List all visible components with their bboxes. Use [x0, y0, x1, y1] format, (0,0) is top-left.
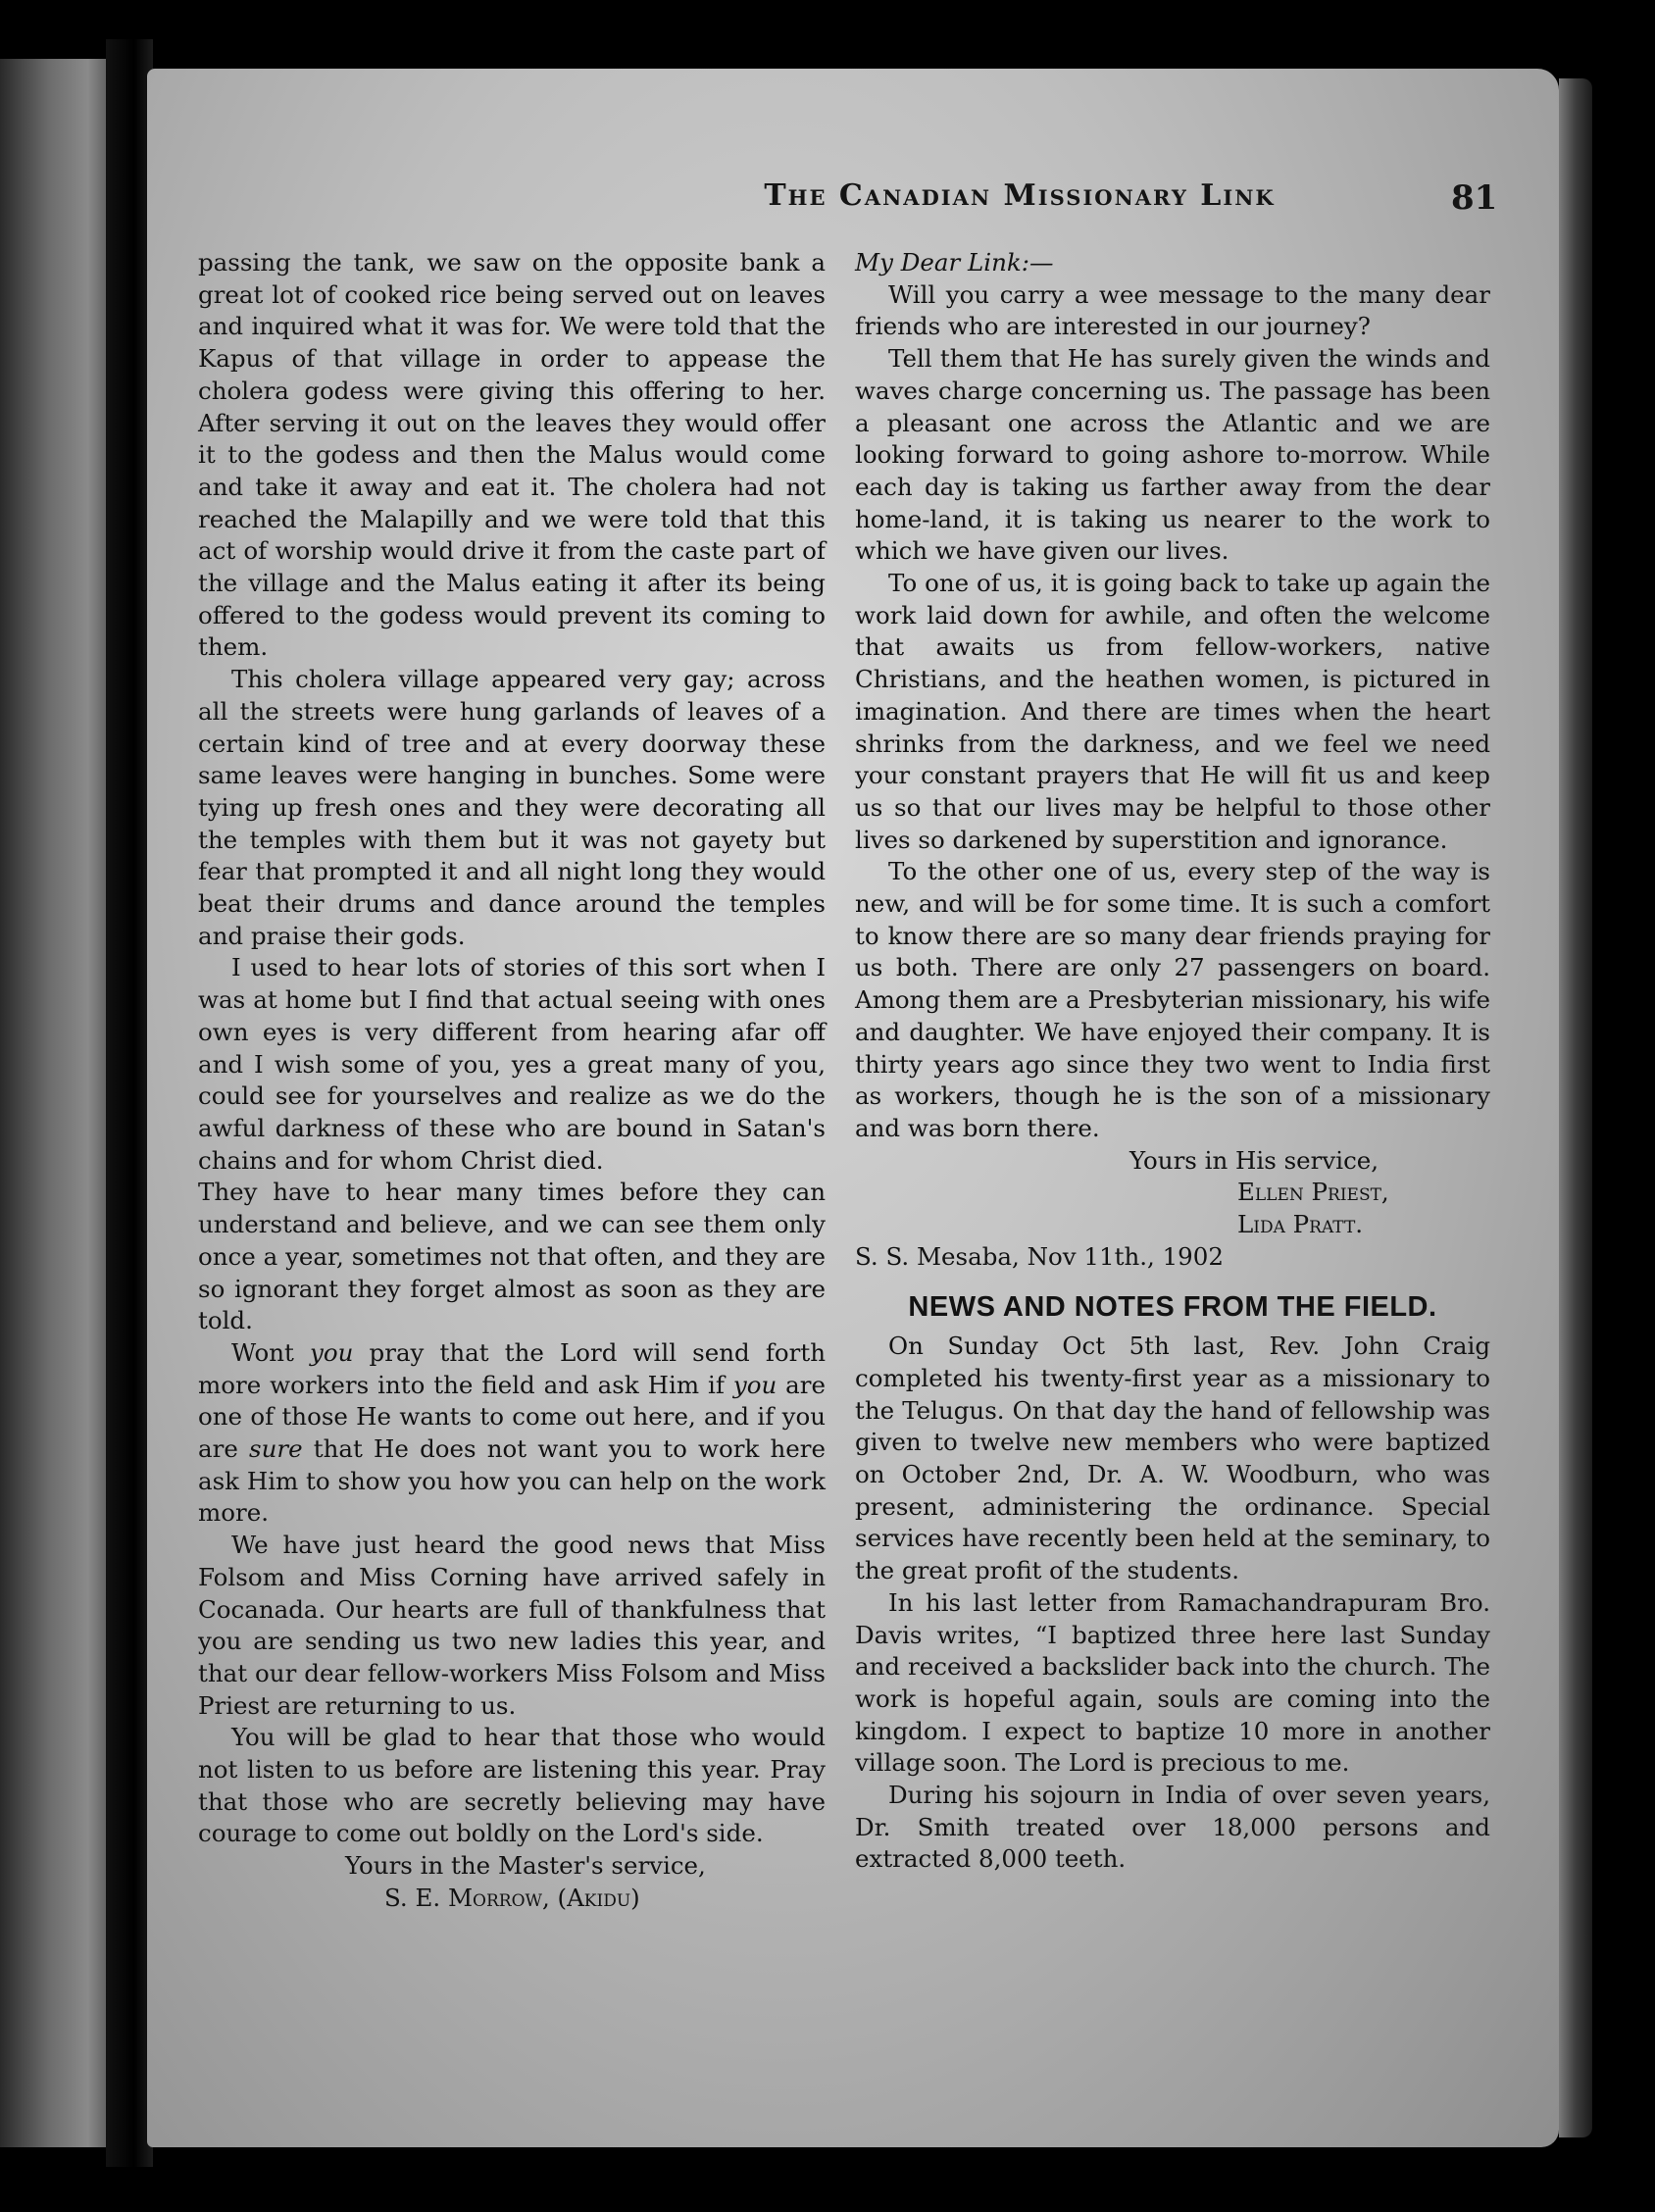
- running-title: The Canadian Missionary Link: [764, 178, 1276, 213]
- right-column: [855, 247, 1490, 1876]
- signatory: Lida Pratt.: [1237, 1210, 1364, 1239]
- emphasis: you: [732, 1370, 777, 1399]
- book-gutter: [106, 39, 153, 2167]
- closing: Yours in His service,: [1129, 1145, 1379, 1175]
- paragraph: I used to hear lots of stories of this sort when I was at home but I find that actual seeing with ones own eyes is very different from hearing afar off and I wish some of you, yes a great many of you, could see for yourselves and realize as we do the awful darkness of these who are bound in Satan's chains and for whom Christ died.: [198, 953, 826, 1175]
- paragraph: They have to hear many times before they can understand and believe, and we can see them only once a year, sometimes not that often, and they are so ignorant they forget almost as soon as they are told.: [198, 1178, 826, 1335]
- paragraph: Will you carry a wee message to the many dear friends who are interested in our journey?: [855, 279, 1490, 341]
- paragraph: We have just heard the good news that Miss Folsom and Miss Corning have arrived safely in Cocanada. Our hearts are full of thankfulness that you are sending us two new ladies this year, and that our dear fellow-workers Miss Folsom and Miss Priest are returning to us.: [198, 1531, 826, 1720]
- page-number: 81: [1451, 178, 1498, 218]
- signatory: Ellen Priest,: [1237, 1178, 1389, 1207]
- section-heading: NEWS AND NOTES FROM THE FIELD.: [908, 1290, 1437, 1323]
- news-paragraph: On Sunday Oct 5th last, Rev. John Craig completed his twenty-first year as a missionary to the Telugus. On that day the hand of fellowship was given to twelve new members who were baptized on October 2nd, Dr. A. W. Woodburn, who was present, administering the ordinance. Special services have recently been held at the seminary, to the great profit of the students.: [855, 1332, 1490, 1585]
- book-page: [147, 69, 1559, 2147]
- news-paragraph: In his last letter from Ramachandrapuram Bro. Davis writes, “I baptized three here last Sunday and received a backslider back into the church. The work is hopeful again, souls are coming into the kingdom. I expect to baptize 10 more in another village soon. The Lord is precious to me.: [855, 1587, 1490, 1778]
- paragraph: To one of us, it is going back to take up again the work laid down for awhile, and often the welcome that awaits us from fellow-workers, native Christians, and the heathen women, is pictured in imagination. And there are times when the heart shrinks from the darkness, and we feel we need your constant prayers that He will fit us and keep us so that our lives may be helpful to those other lives so darkened by superstition and ignorance.: [855, 569, 1490, 854]
- paragraph: To the other one of us, every step of the way is new, and will be for some time. It is such a comfort to know there are so many dear friends praying for us both. There are only 27 passengers on board. Among them are a Presbyterian missionary, his wife and daughter. We have enjoyed their company. It is thirty years ago since they two went to India first as workers, though he is the son of a missionary and was born there.: [855, 857, 1490, 1142]
- paragraph-wont: [198, 1337, 826, 1530]
- left-column: [198, 247, 826, 1915]
- text-run: are one of those He wants to come out here, and if you are: [198, 1370, 826, 1464]
- text-run: that He does not want you to work here ask Him to show you how you can help on the work more.: [198, 1434, 826, 1528]
- paragraph: You will be glad to hear that those who would not listen to us before are listening this year. Pray that those who are secretly believing may have courage to come out boldly on the Lord's side.: [198, 1723, 826, 1848]
- text-run: pray that the Lord will send forth more workers into the field and ask Him if: [198, 1337, 826, 1399]
- closing: Yours in the Master's service,: [345, 1851, 706, 1881]
- page-stack-edge: [1559, 78, 1592, 2137]
- paragraph: Tell them that He has surely given the winds and waves charge concerning us. The passage has been a pleasant one across the Atlantic and we are looking forward to going ashore to-morrow. While each day is taking us farther away from the dear home-land, it is taking us nearer to the work to which we have given our lives.: [855, 344, 1490, 566]
- signature: S. E. Morrow, (Akidu): [384, 1883, 640, 1912]
- emphasis: you: [310, 1337, 354, 1367]
- text-run: Wont: [231, 1337, 311, 1367]
- salutation: My Dear Link:—: [855, 248, 1054, 276]
- emphasis: sure: [249, 1434, 303, 1464]
- news-paragraph: During his sojourn in India of over seven years, Dr. Smith treated over 18,000 persons and extracted 8,000 teeth.: [855, 1781, 1490, 1874]
- paragraph: This cholera village appeared very gay; across all the streets were hung garlands of leaves of a certain kind of tree and at every doorway these same leaves were hanging in bunches. Some were tying up fresh ones and they were decorating all the temples with them but it was not gayety but fear that prompted it and all night long they would beat their drums and dance around the temples and praise their gods.: [198, 665, 826, 950]
- paragraph: passing the tank, we saw on the opposite bank a great lot of cooked rice being served out on leaves and inquired what it was for. We were told that the Kapus of that village in order to appease the cholera godess were giving this offering to her. After serving it out on the leaves they would offer it to the godess and then the Malus would come and take it away and eat it. The cholera had not reached the Malapilly and we were told that this act of worship would drive it from the caste part of the village and the Malus eating it after its being offered to the godess would prevent its coming to them.: [198, 248, 826, 662]
- dateline: S. S. Mesaba, Nov 11th., 1902: [855, 1241, 1224, 1271]
